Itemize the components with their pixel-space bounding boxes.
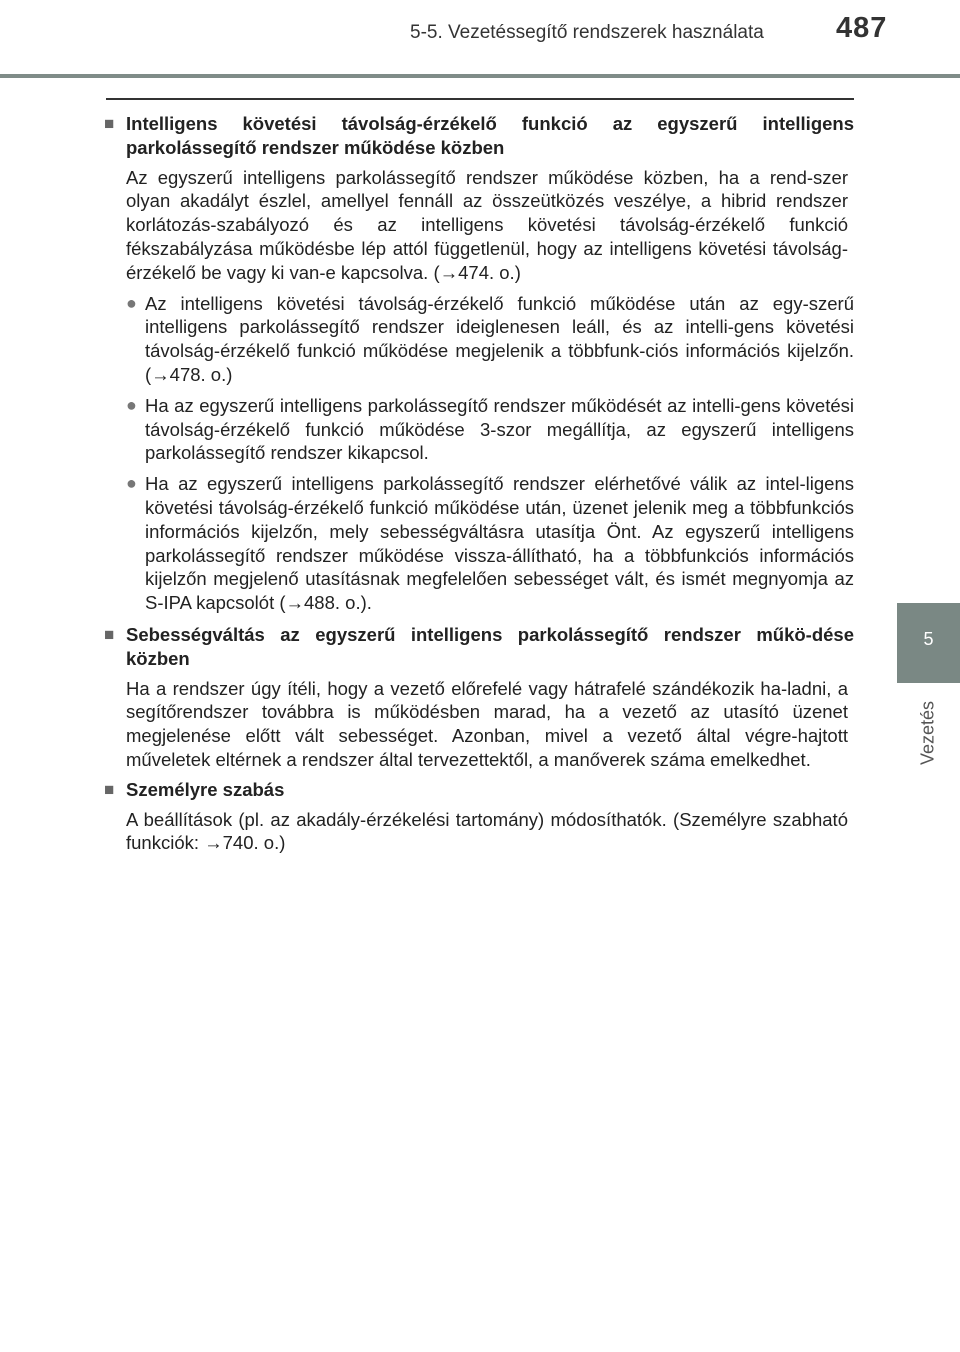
circle-bullet-icon: ● (126, 473, 137, 494)
circle-bullet-icon: ● (126, 292, 137, 313)
section-heading-text: Intelligens követési távolság-érzékelő funkció az egyszerű intelligens parkolássegítő rendszer működése közben (126, 113, 854, 158)
chapter-label-text: Vezetés (917, 700, 938, 766)
section-heading-text: Személyre szabás (126, 778, 285, 800)
content-top-rule (106, 98, 854, 100)
page-header-title: 5-5. Vezetéssegítő rendszerek használata (410, 22, 764, 43)
circle-bullet-icon: ● (126, 394, 137, 415)
section-heading (104, 112, 854, 160)
section-heading-text: Sebességváltás az egyszerű intelligens parkolássegítő rendszer műkö-dése közben (126, 623, 854, 669)
header-divider (0, 74, 960, 78)
section-heading (104, 623, 854, 671)
section-paragraph: Az egyszerű intelligens parkolássegítő rendszer működése közben, ha a rend-szer olyan akadályt észlel, amellyel fennáll az összeütközés veszélye, a hibrid rendszer korlátozás-szabályozó és az intelligens követési távolság-érzékelő funkció fékszabályzása működésbe lép attól függetlenül, hogy az intelligens követési távolság-érzékelő be vagy ki van-e kapcsolva. (→474. o.) (126, 166, 848, 283)
list-item (126, 292, 854, 387)
page-content (104, 106, 854, 855)
list-item (126, 472, 854, 615)
chapter-label (913, 688, 943, 778)
list-item-text: Ha az egyszerű intelligens parkolássegítő rendszer működését az intelli-gens követési távolság-érzékelő funkció működése 3-szor megállítja, az egyszerű intelligens parkolássegítő rendszer kikapcsol. (145, 394, 854, 464)
square-bullet-icon: ■ (104, 779, 115, 799)
page-number: 487 (836, 12, 888, 44)
square-bullet-icon: ■ (104, 114, 115, 133)
chapter-tab (897, 603, 960, 683)
section-paragraph: A beállítások (pl. az akadály-érzékelési tartomány) módosíthatók. (Személyre szabható funkciók: →740. o.) (126, 808, 848, 854)
list-item (126, 394, 854, 465)
section-paragraph: Ha a rendszer úgy ítéli, hogy a vezető előrefelé vagy hátrafelé szándékozik ha-ladni, a segítőrendszer továbbra is működésben marad, ha a vezető az utasító üzenet megjelenése előtt vált sebességet. Azonban, mivel a vezető által végre-hajtott műveletek eltérnek a rendszer által tervezettektől, a manőverek száma emelkedhet. (126, 677, 848, 770)
list-item-text: Ha az egyszerű intelligens parkolássegítő rendszer elérhetővé válik az intel-ligens követési távolság-érzékelő funkció működése után, üzenet jelenik meg a többfunkciós információs kijelzőn, mely sebességváltásra utasítja Önt. Az egyszerű intelligens parkolássegítő rendszer működése vissza-állítható, ha a többfunkciós információs kijelzőn megjelenő utasításnak megfelelően sebességet vált, és ismét megnyomja az S-IPA kapcsolót (→488. o.). (145, 473, 854, 614)
list-item-text: Az intelligens követési távolság-érzékelő funkció működése után az egy-szerű intelligens parkolássegítő rendszer ideiglenesen leáll, és az intelli-gens követési távolság-érzékelő funkció működése megjelenik a többfunk-ciós információs kijelzőn. (→478. o.) (145, 292, 854, 385)
chapter-number: 5 (923, 629, 934, 649)
square-bullet-icon: ■ (104, 624, 115, 644)
section-heading (104, 778, 854, 802)
